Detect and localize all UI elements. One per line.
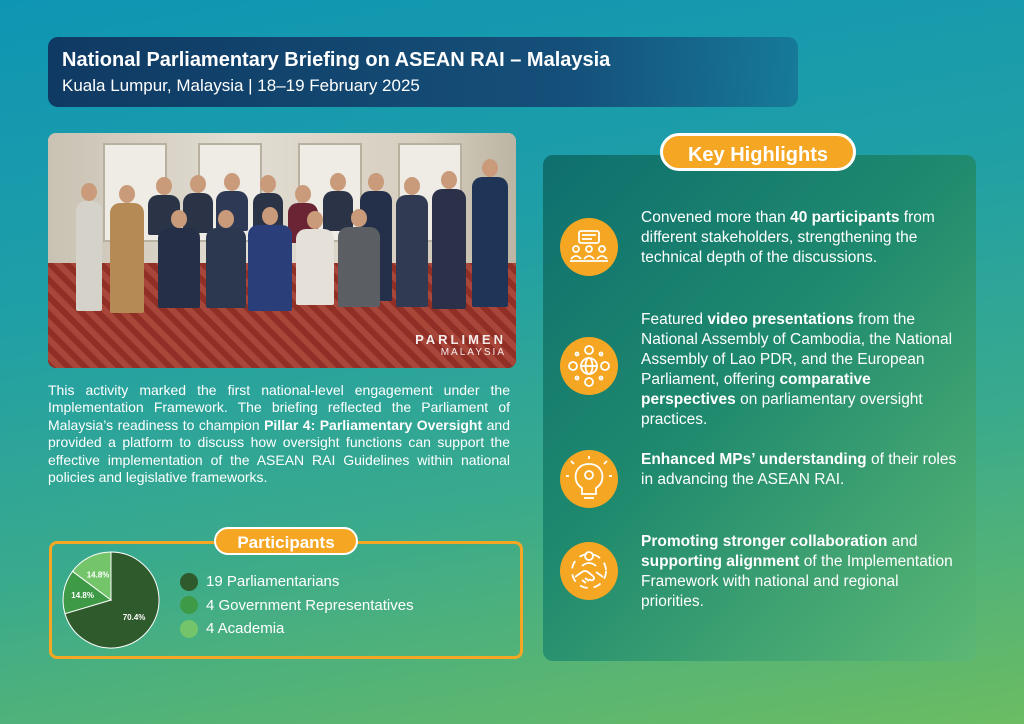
- participants-legend: [180, 570, 414, 641]
- legend-swatch-parliamentarians: [180, 573, 198, 591]
- photo-person: [248, 225, 292, 311]
- highlight-text: Enhanced MPs’ understanding of their roles in advancing the ASEAN RAI.: [641, 451, 957, 488]
- photo-person: [396, 195, 428, 307]
- photo-person: [338, 227, 380, 307]
- page-title: National Parliamentary Briefing on ASEAN RAI – Malaysia: [62, 49, 611, 71]
- legend-label: 4 Academia: [206, 620, 285, 638]
- photo-person: [76, 201, 102, 311]
- legend-item: [180, 617, 414, 641]
- legend-item: [180, 570, 414, 594]
- network-people-icon: [560, 337, 618, 395]
- legend-swatch-academia: [180, 620, 198, 638]
- legend-item: [180, 594, 414, 618]
- description-text: This activity marked the first national-level engagement under the Implementation Framework. The briefing reflected the Parliament of Malaysia’s readiness to champion: [48, 382, 510, 433]
- photo-person: [206, 228, 246, 308]
- photo-person: [158, 228, 200, 308]
- description-bold: Pillar 4: Parliamentary Oversight: [264, 416, 483, 433]
- page-subtitle: Kuala Lumpur, Malaysia | 18–19 February 2025: [62, 76, 420, 95]
- photo-person: [432, 189, 466, 309]
- highlights-heading: Key Highlights: [660, 133, 856, 171]
- photo-person: [110, 203, 144, 313]
- participants-heading: Participants: [214, 527, 358, 555]
- activity-description: [48, 382, 510, 486]
- meeting-icon: [560, 218, 618, 276]
- legend-label: 19 Parliamentarians: [206, 573, 340, 591]
- pie-data-label: 14.8%: [86, 570, 110, 580]
- handshake-icon: [560, 542, 618, 600]
- legend-swatch-government: [180, 596, 198, 614]
- photo-person: [472, 177, 508, 307]
- group-photo: [48, 133, 516, 368]
- pie-data-label: 14.8%: [71, 590, 94, 600]
- photo-person: [183, 193, 213, 233]
- highlight-text: Convened more than 40 participants from different stakeholders, strengthening the technical depth of the discussions.: [641, 209, 935, 266]
- description-text: and provided a platform to discuss how oversight functions can support the effective implementation of the ASEAN RAI Guidelines within national policies and legislative frameworks.: [48, 416, 510, 486]
- pie-data-label: 70.4%: [122, 613, 146, 623]
- title-banner: [48, 37, 798, 107]
- legend-label: 4 Government Representatives: [206, 596, 414, 614]
- photo-person: [323, 191, 353, 231]
- idea-head-icon: [560, 450, 618, 508]
- highlight-text: Promoting stronger collaboration and supporting alignment of the Implementation Framework with national and regional priorities.: [641, 533, 953, 610]
- parlimen-watermark: PARLIMEN MALAYSIA: [415, 332, 506, 358]
- participants-pie-chart: [61, 548, 161, 652]
- photo-person: [296, 229, 334, 305]
- highlight-text: Featured video presentations from the National Assembly of Cambodia, the National Assembly of Lao PDR, and the European Parliament, offering comparative perspectives on parliamentary oversight practices.: [641, 311, 953, 428]
